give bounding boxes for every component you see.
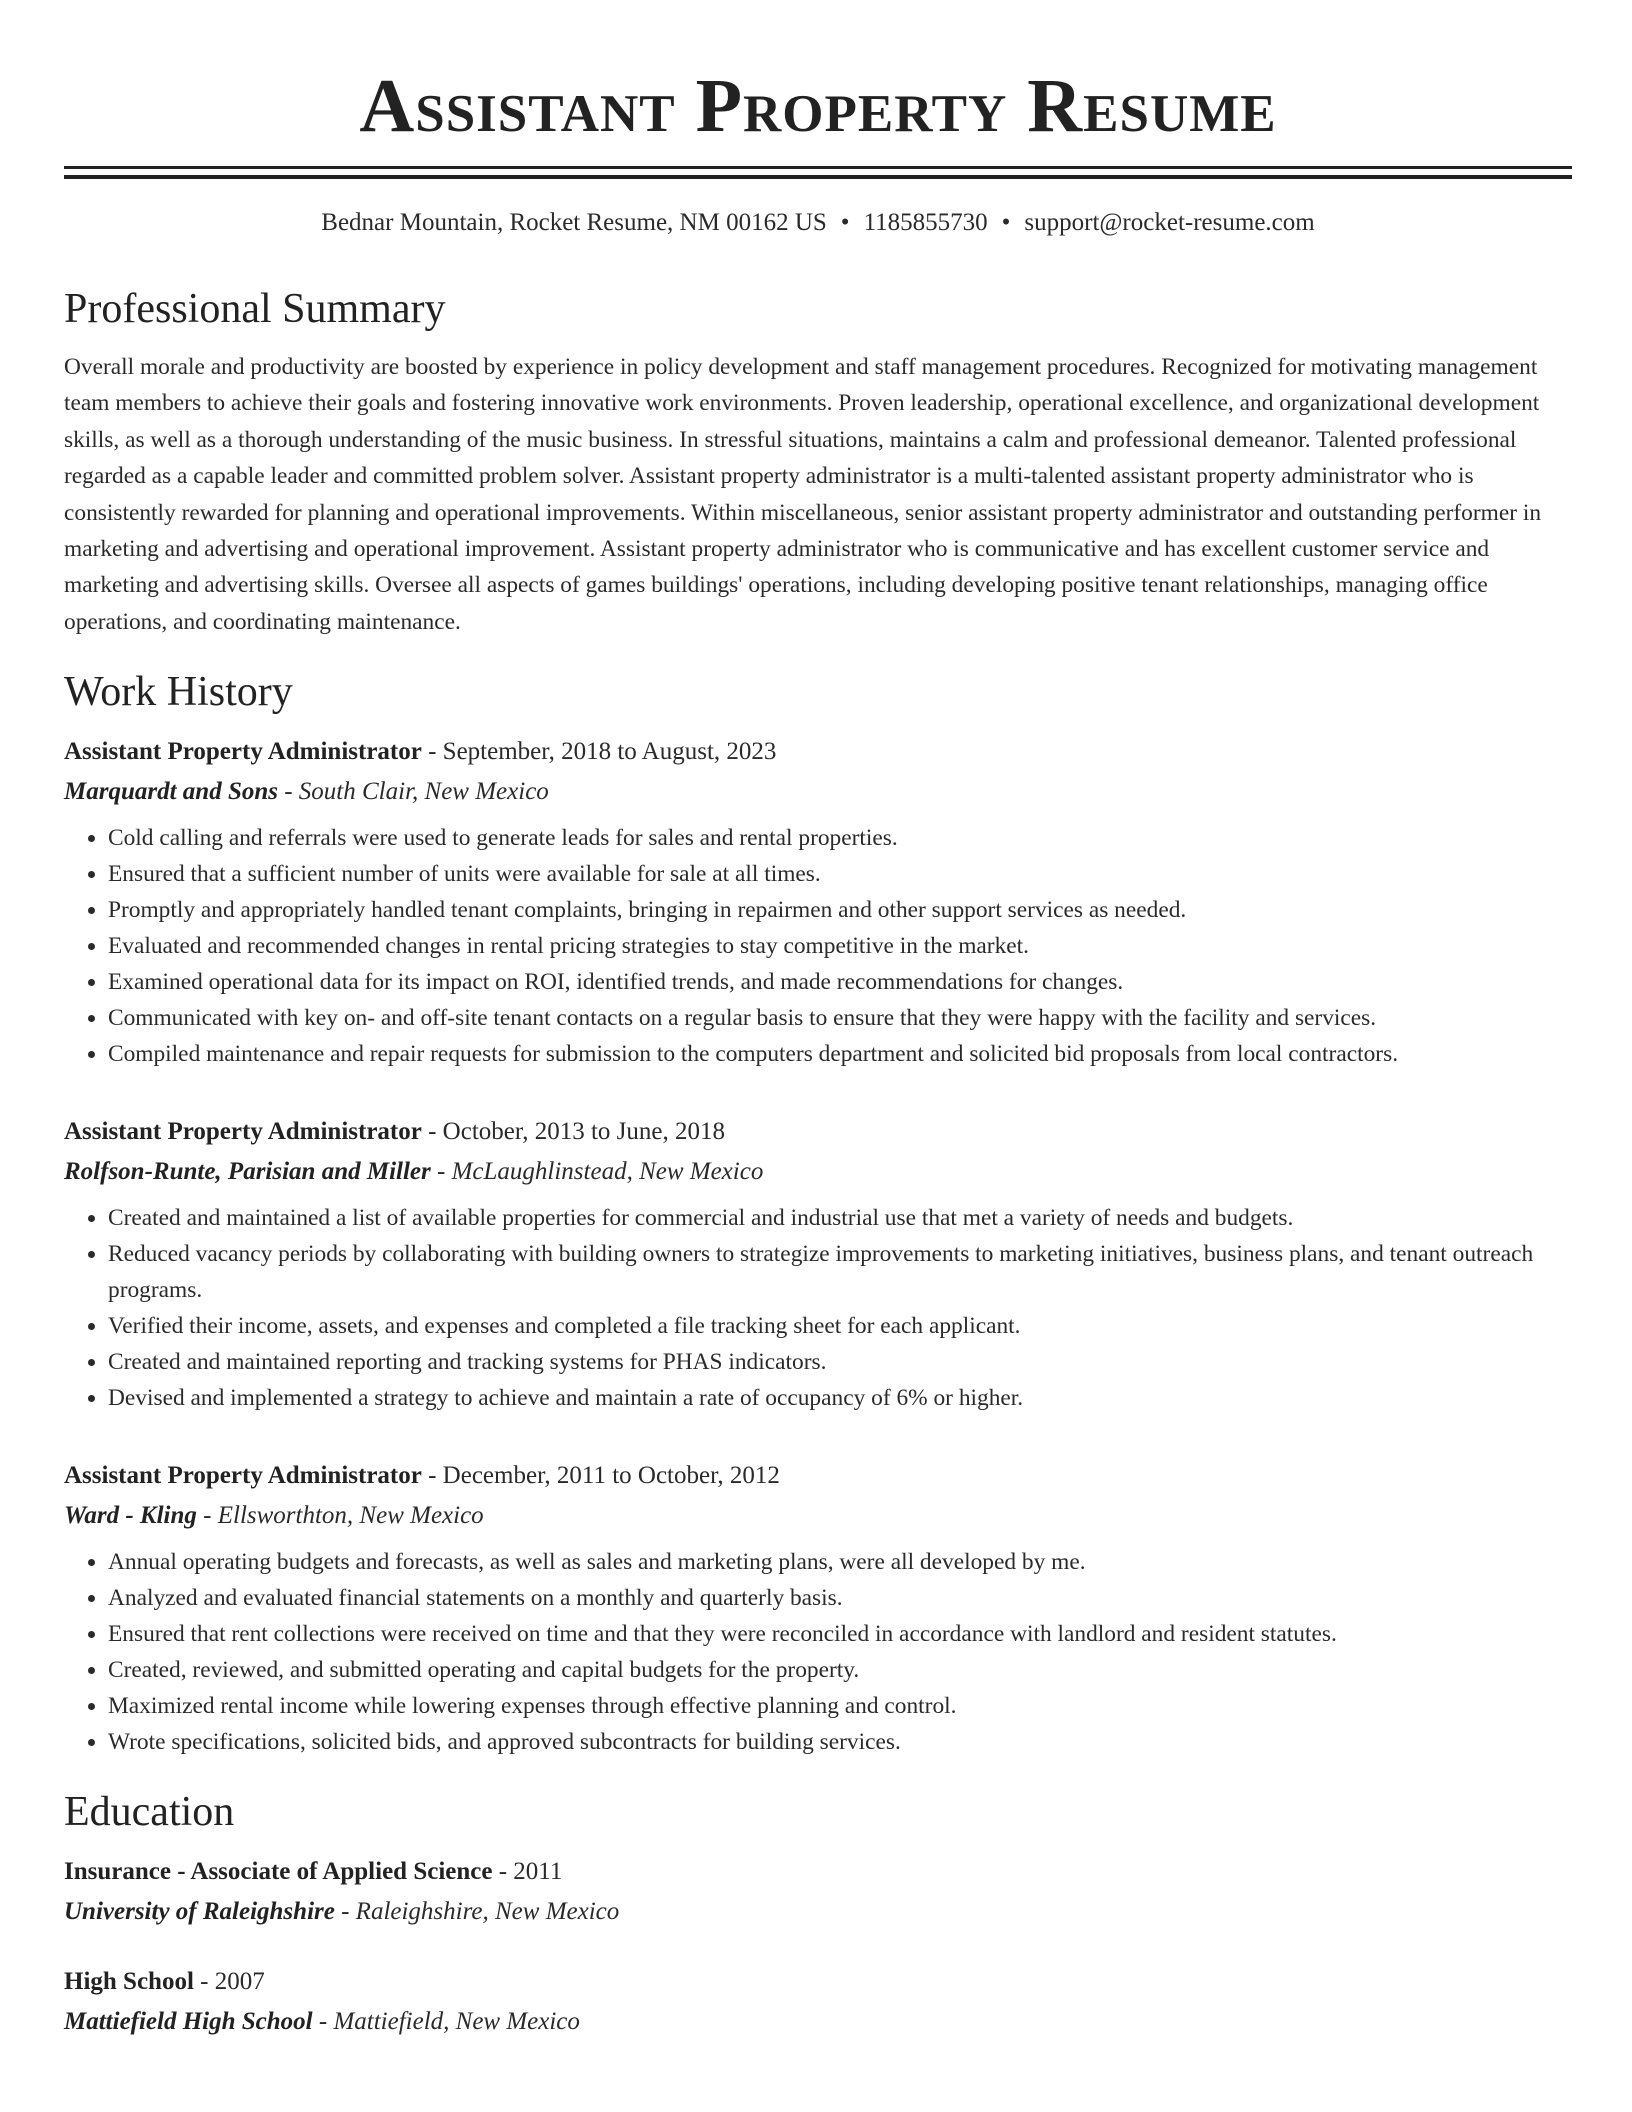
job-bullet: • Devised and implemented a strategy to achieve and maintain a rate of occupancy of 6% or higher. [108, 1380, 1572, 1416]
job-title-line [64, 732, 1572, 772]
job-location: - Ellsworthton, New Mexico [203, 1502, 484, 1530]
education-year: - 2011 [498, 1858, 563, 1886]
job-dates: - December, 2011 to October, 2012 [428, 1462, 780, 1490]
job-bullet: • Promptly and appropriately handled tenant complaints, bringing in repairmen and other support services as needed. [108, 892, 1572, 928]
contact-email: support@rocket-resume.com [1024, 209, 1315, 236]
job-title: Assistant Property Administrator [64, 1462, 422, 1490]
job-dates: - September, 2018 to August, 2023 [428, 738, 777, 766]
job-location: - South Clair, New Mexico [284, 778, 549, 806]
job-company-line [64, 772, 1572, 812]
job-location: - McLaughlinstead, New Mexico [437, 1158, 764, 1186]
job-title: Assistant Property Administrator [64, 1118, 422, 1146]
job-bullet: • Ensured that a sufficient number of units were available for sale at all times. [108, 856, 1572, 892]
job-company: Ward - Kling [64, 1502, 197, 1530]
education-heading: Education [64, 1789, 235, 1836]
contact-phone: 1185855730 [863, 209, 988, 236]
job-bullet: • Verified their income, assets, and expenses and completed a file tracking sheet for each applicant. [108, 1308, 1572, 1344]
job-bullet: • Created, reviewed, and submitted operating and capital budgets for the property. [108, 1652, 1572, 1688]
resume-page [64, 0, 1572, 2042]
job-bullet-list [64, 1200, 1572, 1416]
education-school: Mattiefield High School [64, 2008, 313, 2036]
education-entry [64, 1962, 1572, 2042]
job-bullet: • Analyzed and evaluated financial statements on a monthly and quarterly basis. [108, 1580, 1572, 1616]
job-bullet: • Compiled maintenance and repair requests for submission to the computers department and solicited bid proposals from local contractors. [108, 1036, 1572, 1072]
job-bullet: • Created and maintained a list of available properties for commercial and industrial use that met a variety of needs and budgets. [108, 1200, 1572, 1236]
job-bullet: • Created and maintained reporting and tracking systems for PHAS indicators. [108, 1344, 1572, 1380]
resume-title: Assistant Property Resume [359, 64, 1277, 148]
contact-separator: • [1001, 209, 1011, 236]
job-entry [64, 732, 1572, 1072]
contact-separator: • [840, 209, 850, 236]
education-school-line [64, 1892, 1572, 1932]
education-school: University of Raleighshire [64, 1898, 335, 1926]
education-location: - Mattiefield, New Mexico [318, 2008, 580, 2036]
job-title-line [64, 1456, 1572, 1496]
job-title-line [64, 1112, 1572, 1152]
education-degree-line [64, 1852, 1572, 1892]
education-entry [64, 1852, 1572, 1932]
summary-heading: Professional Summary [64, 286, 446, 332]
job-bullet-list [64, 1544, 1572, 1760]
education-year: - 2007 [200, 1968, 265, 1996]
job-bullet: • Examined operational data for its impact on ROI, identified trends, and made recommendations for changes. [108, 964, 1572, 1000]
job-company: Marquardt and Sons [64, 778, 278, 806]
job-bullet: • Evaluated and recommended changes in rental pricing strategies to stay competitive in the market. [108, 928, 1572, 964]
job-bullet: • Annual operating budgets and forecasts, as well as sales and marketing plans, were all developed by me. [108, 1544, 1572, 1580]
job-company-line [64, 1152, 1572, 1192]
job-bullet: • Ensured that rent collections were received on time and that they were reconciled in accordance with landlord and resident statutes. [108, 1616, 1572, 1652]
job-bullet: • Wrote specifications, solicited bids, and approved subcontracts for building services. [108, 1724, 1572, 1760]
job-entry [64, 1456, 1572, 1760]
contact-line [64, 207, 1572, 239]
job-company: Rolfson-Runte, Parisian and Miller [64, 1158, 431, 1186]
job-bullet: • Cold calling and referrals were used to generate leads for sales and rental properties. [108, 820, 1572, 856]
education-degree: Insurance - Associate of Applied Science [64, 1858, 493, 1886]
education-degree: High School [64, 1968, 194, 1996]
education-location: - Raleighshire, New Mexico [341, 1898, 620, 1926]
summary-text: Overall morale and productivity are boosted by experience in policy development and staff management procedures. Recognized for motivating management team members to achieve their goals and fostering innovative work environments. Proven leadership, operational excellence, and organizational development skills, as well as a thorough understanding of the music business. In stressful situations, maintains a calm and professional demeanor. Talented professional regarded as a capable leader and committed problem solver. Assistant property administrator is a multi-talented assistant property administrator who is consistently rewarded for planning and operational improvements. Within miscellaneous, senior assistant property administrator and outstanding performer in marketing and advertising and operational improvement. Assistant property administrator who is communicative and has excellent customer service and marketing and advertising skills. Oversee all aspects of games buildings' operations, including developing positive tenant relationships, managing office operations, and coordinating maintenance. [64, 354, 1542, 635]
education-school-line [64, 2002, 1572, 2042]
job-bullet-list [64, 820, 1572, 1072]
contact-address: Bednar Mountain, Rocket Resume, NM 00162 US [321, 209, 827, 236]
job-bullet: • Reduced vacancy periods by collaborating with building owners to strategize improvements to marketing initiatives, business plans, and tenant outreach programs. [108, 1236, 1572, 1308]
job-dates: - October, 2013 to June, 2018 [428, 1118, 725, 1146]
title-divider [64, 166, 1572, 179]
education-degree-line [64, 1962, 1572, 2002]
work-history-heading: Work History [64, 669, 293, 716]
job-bullet: • Maximized rental income while lowering expenses through effective planning and control. [108, 1688, 1572, 1724]
job-bullet: • Communicated with key on- and off-site tenant contacts on a regular basis to ensure that they were happy with the facility and services. [108, 1000, 1572, 1036]
job-company-line [64, 1496, 1572, 1536]
job-entry [64, 1112, 1572, 1416]
job-title: Assistant Property Administrator [64, 738, 422, 766]
